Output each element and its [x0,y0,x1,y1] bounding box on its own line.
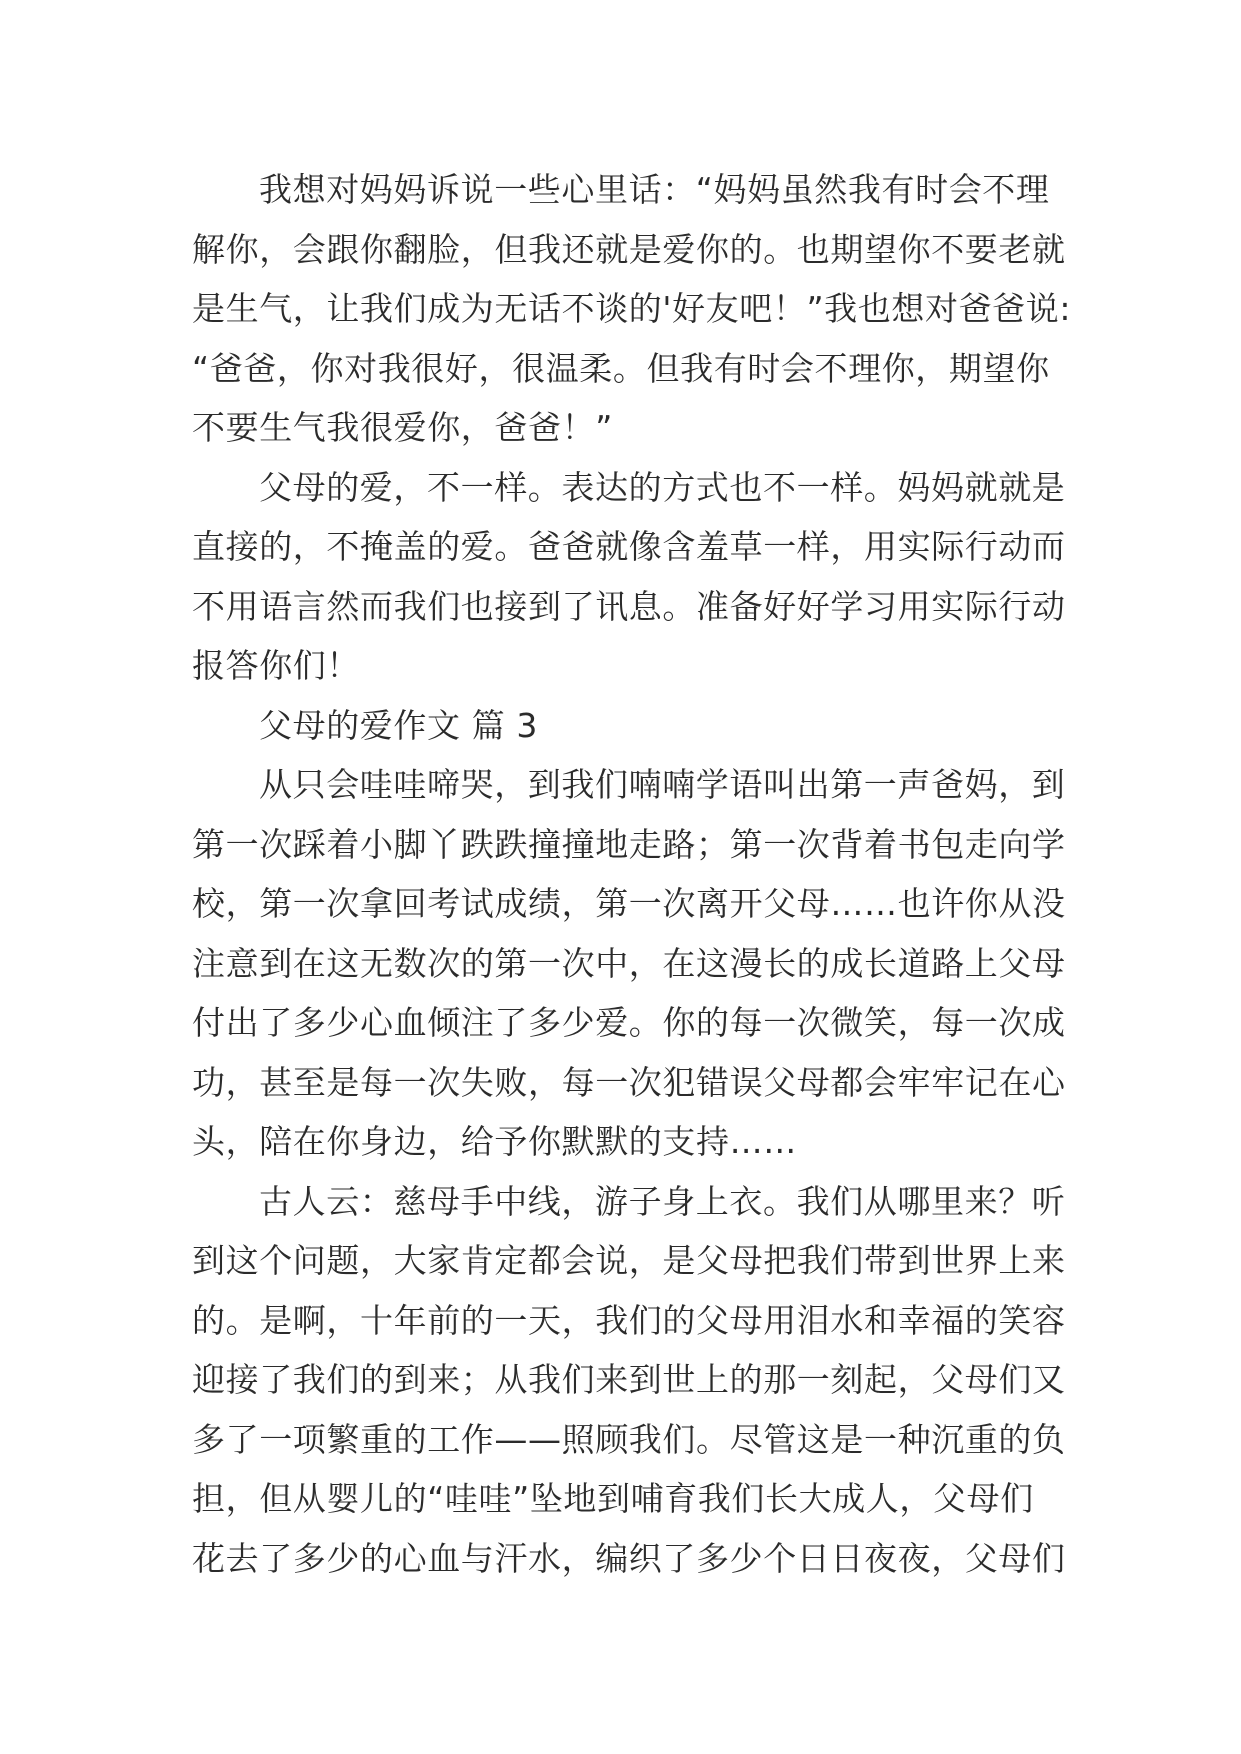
text-line: 不要生气我很爱你，爸爸！” [192,408,613,447]
text-line: 到这个问题，大家肯定都会说，是父母把我们带到世界上来 [192,1241,1066,1280]
text-line: 解你，会跟你翻脸，但我还就是爱你的。也期望你不要老就 [192,229,1066,269]
text-line: 我想对妈妈诉说一些心里话：“妈妈虽然我有时会不理 [259,170,1050,209]
text-line: “爸爸，你对我很好，很温柔。但我有时会不理你，期望你 [192,348,1050,388]
paragraph-ancients-saying [192,1172,1066,1589]
paragraph-different-love [192,458,1066,696]
text-line: 的。是啊，十年前的一天，我们的父母用泪水和幸福的笑容 [192,1300,1066,1340]
text-line: 迎接了我们的到来；从我们来到世上的那一刻起，父母们又 [192,1360,1066,1399]
text-line: 多了一项繁重的工作——照顾我们。尽管这是一种沉重的负 [192,1419,1066,1459]
text-line: 头，陪在你身边，给予你默默的支持…… [192,1122,797,1161]
text-line: 付出了多少心血倾注了多少爱。你的每一次微笑，每一次成 [192,1003,1066,1042]
text-line: 担，但从婴儿的“哇哇”坠地到哺育我们长大成人，父母们 [192,1479,1034,1518]
section-heading [192,696,1054,756]
text-line: 功，甚至是每一次失败，每一次犯错误父母都会牢牢记在心 [192,1062,1066,1102]
text-line: 是生气，让我们成为无话不谈的'好友吧！”我也想对爸爸说: [192,289,1072,328]
text-line: 注意到在这无数次的第一次中，在这漫长的成长道路上父母 [192,943,1066,983]
text-line: 古人云：慈母手中线，游子身上衣。我们从哪里来？听 [259,1181,1066,1221]
text-line: 报答你们！ [192,646,360,685]
heading-line: 父母的爱作文 篇 3 [259,705,538,745]
text-line: 校，第一次拿回考试成绩，第一次离开父母……也许你从没 [192,884,1066,923]
article-body [192,160,1072,1588]
text-line: 从只会哇哇啼哭，到我们喃喃学语叫出第一声爸妈，到 [259,765,1066,804]
paragraph-message-to-parents [192,160,1072,458]
text-line: 不用语言然而我们也接到了讯息。准备好好学习用实际行动 [192,586,1066,626]
text-line: 花去了多少的心血与汗水，编织了多少个日日夜夜，父母们 [192,1538,1066,1578]
text-line: 父母的爱，不一样。表达的方式也不一样。妈妈就就是 [259,467,1066,507]
text-line: 直接的，不掩盖的爱。爸爸就像含羞草一样，用实际行动而 [192,527,1066,566]
paragraph-first-times [192,755,1066,1172]
text-line: 第一次踩着小脚丫跌跌撞撞地走路；第一次背着书包走向学 [192,824,1066,864]
